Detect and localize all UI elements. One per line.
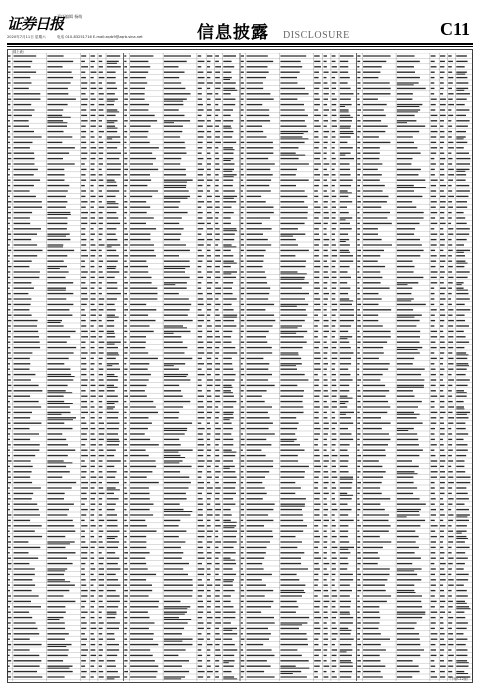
header-rule-thin <box>7 46 473 47</box>
page-number: C11 <box>439 19 470 39</box>
newspaper-logo: 证券日报 <box>7 15 64 33</box>
table-continued-label: （续上表） <box>10 50 26 54</box>
contact-line: 电话 010-83251716 E-mail:zqrb9@zqrb.sina.net <box>57 35 143 39</box>
disclosure-table <box>7 53 473 681</box>
issue-date: 2020年7月11日 星期六 <box>7 35 46 39</box>
section-title: 信息披露 <box>197 23 269 43</box>
masthead <box>0 0 484 44</box>
header-rule <box>7 43 473 45</box>
continued-note: （下转C12版） <box>447 677 470 681</box>
editor-line: 责任编辑 杨萌 <box>57 14 83 19</box>
section-title-english: DISCLOSURE <box>283 30 350 41</box>
